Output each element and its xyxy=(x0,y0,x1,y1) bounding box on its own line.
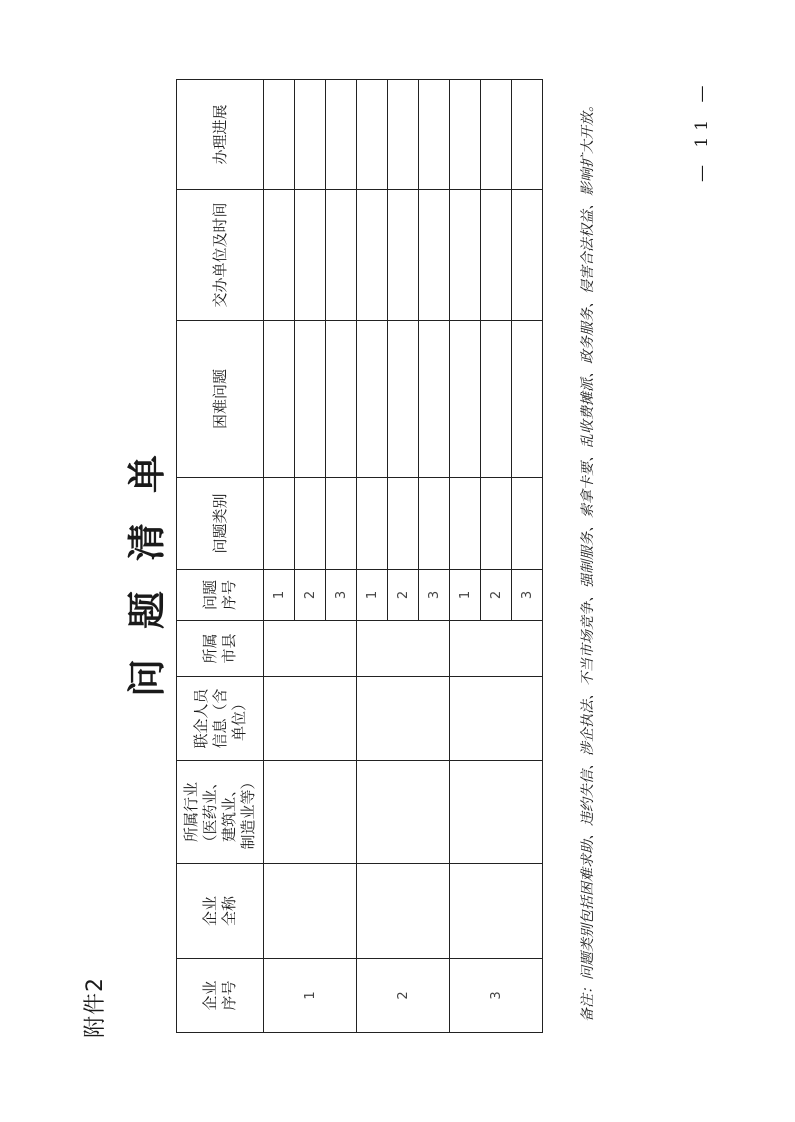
cell-enterprise-name xyxy=(264,864,357,959)
cell-difficulty xyxy=(481,321,512,478)
table-header-row xyxy=(177,80,264,1033)
table-body xyxy=(264,80,543,1033)
cell-issue-category xyxy=(388,478,419,570)
cell-issue-no: 2 xyxy=(481,570,512,621)
cell-progress xyxy=(388,80,419,190)
page-number: — 11 — xyxy=(692,79,712,182)
cell-progress xyxy=(326,80,357,190)
cell-liaison-info xyxy=(450,677,543,761)
cell-progress xyxy=(512,80,543,190)
cell-enterprise-no: 1 xyxy=(264,959,357,1033)
issue-list-table xyxy=(176,79,543,1033)
cell-assigned-unit-time xyxy=(481,190,512,321)
cell-issue-category xyxy=(326,478,357,570)
header-industry: 所属行业 （医药业、 建筑业、 制造业等） xyxy=(177,761,264,864)
cell-enterprise-no: 2 xyxy=(357,959,450,1033)
cell-issue-no: 2 xyxy=(388,570,419,621)
cell-issue-category xyxy=(419,478,450,570)
cell-enterprise-no: 3 xyxy=(450,959,543,1033)
cell-progress xyxy=(419,80,450,190)
cell-issue-no: 3 xyxy=(419,570,450,621)
header-liaison-info: 联企人员 信息（含 单位） xyxy=(177,677,264,761)
cell-enterprise-name xyxy=(450,864,543,959)
cell-assigned-unit-time xyxy=(357,190,388,321)
cell-city-county xyxy=(264,621,357,677)
cell-city-county xyxy=(357,621,450,677)
cell-issue-category xyxy=(450,478,481,570)
cell-issue-category xyxy=(481,478,512,570)
cell-progress xyxy=(481,80,512,190)
header-city-county: 所属 市县 xyxy=(177,621,264,677)
cell-issue-no: 2 xyxy=(295,570,326,621)
cell-industry xyxy=(264,761,357,864)
header-difficulty: 困难问题 xyxy=(177,321,264,478)
cell-difficulty xyxy=(264,321,295,478)
cell-difficulty xyxy=(450,321,481,478)
cell-assigned-unit-time xyxy=(512,190,543,321)
cell-progress xyxy=(357,80,388,190)
cell-industry xyxy=(450,761,543,864)
cell-difficulty xyxy=(295,321,326,478)
cell-issue-category xyxy=(357,478,388,570)
cell-difficulty xyxy=(388,321,419,478)
cell-liaison-info xyxy=(264,677,357,761)
document-title: 问题清单 xyxy=(124,425,169,698)
cell-issue-no: 3 xyxy=(326,570,357,621)
cell-enterprise-name xyxy=(357,864,450,959)
table-row xyxy=(264,80,295,1033)
cell-assigned-unit-time xyxy=(419,190,450,321)
cell-issue-category xyxy=(512,478,543,570)
cell-issue-category xyxy=(295,478,326,570)
header-progress: 办理进展 xyxy=(177,80,264,190)
table-row xyxy=(357,80,388,1033)
header-issue-category: 问题类别 xyxy=(177,478,264,570)
cell-issue-no: 3 xyxy=(512,570,543,621)
cell-progress xyxy=(450,80,481,190)
header-enterprise-name: 企业 全称 xyxy=(177,864,264,959)
footnote: 备注：问题类别包括困难求助、违约失信、涉企执法、不当市场竞争、强制服务、索拿卡要、乱收费摊派、政务服务、侵害合法权益、影响扩大开放。 xyxy=(580,98,596,1022)
cell-assigned-unit-time xyxy=(450,190,481,321)
header-enterprise-no: 企业 序号 xyxy=(177,959,264,1033)
table-row xyxy=(450,80,481,1033)
cell-issue-category xyxy=(264,478,295,570)
cell-issue-no: 1 xyxy=(264,570,295,621)
header-assigned-unit-time: 交办单位及时间 xyxy=(177,190,264,321)
cell-assigned-unit-time xyxy=(326,190,357,321)
header-issue-no: 问题 序号 xyxy=(177,570,264,621)
cell-difficulty xyxy=(512,321,543,478)
cell-assigned-unit-time xyxy=(264,190,295,321)
cell-assigned-unit-time xyxy=(388,190,419,321)
cell-issue-no: 1 xyxy=(450,570,481,621)
cell-issue-no: 1 xyxy=(357,570,388,621)
cell-difficulty xyxy=(357,321,388,478)
cell-difficulty xyxy=(326,321,357,478)
cell-liaison-info xyxy=(357,677,450,761)
cell-progress xyxy=(264,80,295,190)
attachment-label: 附件2 xyxy=(83,977,108,1038)
cell-city-county xyxy=(450,621,543,677)
cell-industry xyxy=(357,761,450,864)
cell-difficulty xyxy=(419,321,450,478)
cell-assigned-unit-time xyxy=(295,190,326,321)
cell-progress xyxy=(295,80,326,190)
